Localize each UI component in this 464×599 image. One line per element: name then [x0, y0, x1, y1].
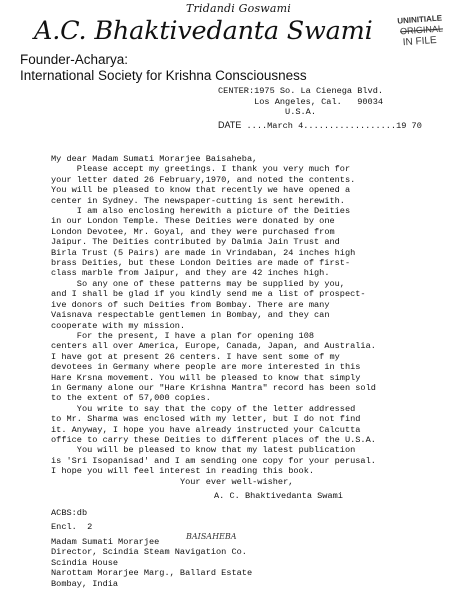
recipient-line: Scindia House	[51, 557, 119, 568]
recipient-line: Director, Scindia Steam Navigation Co.	[51, 547, 247, 558]
paragraph: My dear Madam Sumati Morarjee Baisaheba, Please accept my greetings. I thank you very much for your letter dated 26 February,1970, and noted the contents. You will be pleased to know that recently we have opened a center in Sydney. The newspaper-cutting is sent herewith.	[51, 154, 356, 206]
recipient-line: Madam Sumati Morarjee	[51, 537, 160, 547]
center-address-line: U.S.A.	[218, 107, 316, 117]
closing: Your ever well-wisher,	[51, 476, 294, 487]
paragraph: So any one of these patterns may be supplied by you, and I shall be glad if you kindly send me a list of prospect- ive donors of such Deities from Bombay. There are many Vaisnava respectable gentlemen in Bombay, and they can cooperate with my mission.	[51, 278, 366, 331]
date-label: DATE	[218, 120, 242, 130]
recipient-address	[51, 537, 252, 589]
center-address	[218, 86, 383, 118]
stamp-line-2: ORIGINAL	[399, 23, 444, 37]
enclosure: Encl. 2	[51, 522, 93, 532]
letterhead-society: International Society for Krishna Consciousness	[20, 68, 307, 83]
center-address-line: Los Angeles, Cal. 90034	[218, 96, 384, 107]
date-line: DATE ....March 4..................19 70	[218, 120, 422, 131]
initials: ACBS:db	[51, 508, 88, 518]
date-year: 19 70	[396, 121, 422, 131]
date-value: March 4	[267, 121, 304, 131]
letterhead-name: A.C. Bhaktivedanta Swami	[34, 16, 373, 46]
letterhead-tridandi: Tridandi Goswami	[186, 2, 292, 15]
paragraph: I am also enclosing herewith a picture of the Deities in our London Temple. These Deities were donated by one London Devotee, Mr. Goyal, and they were purchased from Jaipur. The Deities contributed by Dalmia Jain Trust and Birla Trust (5 Pairs) are made in Vrindaban, 24 inches high brass Deities, but these London Deities are made of first- class marble from Jaipur, and they are 42 inches high.	[51, 206, 356, 279]
paragraph: You will be pleased to know that my latest publication is 'Sri Isopanisad' and I am sending one copy for your perusal. I hope you will feel interest in reading this book.	[51, 445, 376, 477]
signature: A. C. Bhaktivedanta Swami	[214, 491, 343, 501]
paragraph: For the present, I have a plan for opening 108 centers all over America, Europe, Canada, Japan, and Australia. I have got at present 26 centers. I have sent some of my devotees in Germany where people are more interested in this Hare Krsna movement. You will be pleased to know that simply in Germany alone our "Hare Krishna Mantra" record has been sold to the extent of 57,000 copies.	[51, 330, 376, 404]
letterhead-founder: Founder-Acharya:	[20, 52, 129, 67]
paragraph: You write to say that the copy of the letter addressed to Mr. Sharma was enclosed with my letter, but I do not find it. Anyway, I hope you have already instructed your Calcutta office to carry these Deities to different places of the U.S.A.	[51, 403, 376, 445]
recipient-line: Bombay, India	[51, 578, 119, 589]
center-address-line: CENTER:1975 So. La Cienega Blvd.	[218, 86, 384, 96]
handwritten-note: BAISAHEBA	[186, 532, 237, 541]
stamp-line-1: UNINITIALE	[396, 13, 443, 26]
letter-body	[51, 154, 461, 487]
recipient-line: Narottam Morarjee Marg., Ballard Estate	[51, 568, 253, 579]
stamp-line-3: IN FILE	[402, 34, 438, 49]
file-stamp	[397, 12, 444, 48]
